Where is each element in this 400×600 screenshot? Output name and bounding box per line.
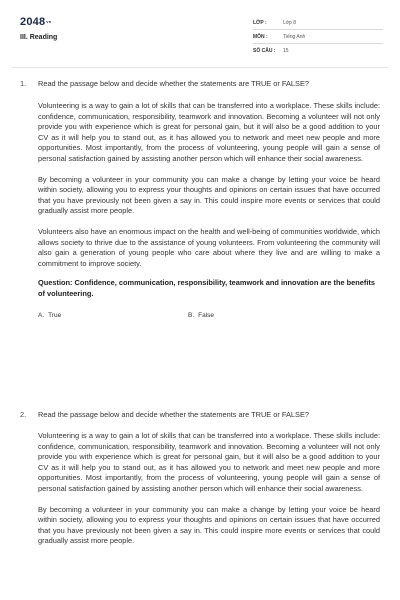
question-body: [38, 79, 380, 319]
meta-key: SỐ CÂU :: [253, 47, 276, 54]
passage-paragraph: Volunteers also have an enormous impact on the health and well-being of communities worldwide, which allows society to thrive due to the assistance of young volunteers. From volunteering the community will also gain a generation of young people who care about where they live and are willing to make a commitment to improve society.: [38, 226, 380, 268]
meta-row-question-count: [253, 44, 383, 57]
question-number: 1.: [20, 79, 27, 88]
question-item: [20, 410, 380, 547]
meta-info: [253, 16, 383, 57]
section-title: III. Reading: [20, 34, 58, 41]
meta-row-subject: [253, 30, 383, 44]
page-header: [0, 0, 400, 70]
meta-value: Lớp 8: [283, 19, 297, 26]
passage-paragraph: By becoming a volunteer in your community you can make a change by letting your voice be heard within society, allowing you to express your thoughts and opinions on certain issues that have occurred that you have previously not been given a say in. This could inspire more events or services that could gradually assist more people.: [38, 174, 380, 216]
answer-options: [38, 312, 380, 319]
option-letter: B.: [188, 311, 195, 319]
answer-option-a[interactable]: [38, 312, 188, 319]
passage-paragraph: Volunteering is a way to gain a lot of skills that can be transferred into a workplace. These skills include: confidence, communication, responsibility, teamwork and innovation. Becoming a volunteer will not only provide you with experience which is great for personal gain, but it will also be a good addition to your CV as it will help you to stand out, as it has allowed you to network and meet new people and more opportunities. Most importantly, from the process of volunteering, young people will gain a sense of personal satisfaction gained by assisting another person which will enhance their social awareness.: [38, 431, 380, 493]
meta-value: Tiếng Anh: [283, 33, 306, 40]
passage-paragraph: By becoming a volunteer in your community you can make a change by letting your voice be heard within society, allowing you to express your thoughts and opinions on certain issues that have occurred that you have previously not been given a say in. This could inspire more events or services that could gradually assist more people.: [38, 504, 380, 546]
option-text: True: [48, 311, 62, 319]
meta-key: LỚP :: [253, 19, 267, 26]
question-body: [38, 410, 380, 547]
meta-row-class: [253, 16, 383, 30]
logo-text: 2048: [20, 16, 46, 28]
option-letter: A.: [38, 311, 45, 319]
question-prompt: Read the passage below and decide whether the statements are TRUE or FALSE?: [38, 410, 310, 419]
answer-option-b[interactable]: [188, 312, 214, 319]
site-logo[interactable]: [20, 16, 51, 28]
header-divider: [12, 67, 388, 68]
question-item: [20, 79, 380, 319]
logo-suffix: vn: [46, 19, 52, 24]
question-statement: Question: Confidence, communication, responsibility, teamwork and innovation are the benefits of volunteering.: [38, 278, 376, 298]
passage-paragraph: Volunteering is a way to gain a lot of skills that can be transferred into a workplace. These skills include: confidence, communication, responsibility, teamwork and innovation. Becoming a volunteer will not only provide you with experience which is great for personal gain, but it will also be a good addition to your CV as it will help you to stand out, as it has allowed you to network and meet new people and more opportunities. Most importantly, from the process of volunteering, young people will gain a sense of personal satisfaction gained by assisting another person which will enhance their social awareness.: [38, 101, 380, 163]
option-text: False: [198, 311, 215, 319]
meta-value: 15: [283, 47, 289, 54]
meta-key: MÔN :: [253, 33, 268, 40]
question-number: 2.: [20, 410, 27, 419]
question-prompt: Read the passage below and decide whether the statements are TRUE or FALSE?: [38, 79, 310, 88]
